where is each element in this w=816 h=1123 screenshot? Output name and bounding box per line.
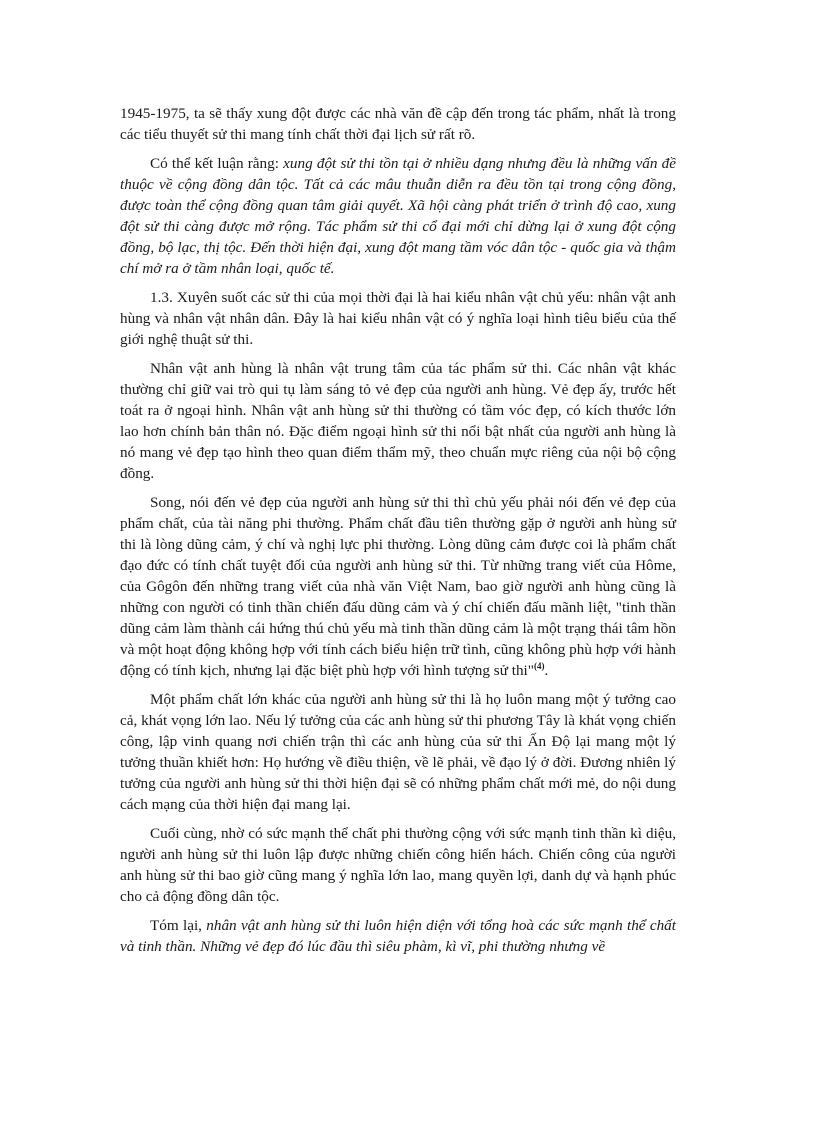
paragraph-8-summary: nhân vật anh hùng sử thi luôn hiện diện với tổng hoà các sức mạnh thể chất và tinh thần. Những vẻ đẹp đó lúc đầu thì siêu phàm, kì vĩ, phi thường nhưng về xyxy=(120,917,676,955)
paragraph-5-text: Song, nói đến vẻ đẹp của người anh hùng sử thi thì chủ yếu phải nói đến vẻ đẹp của phẩm chất, của tài năng phi thường. Phẩm chất đầu tiên thường gặp ở người anh hùng sử thi là lòng dũng cảm, ý chí và nghị lực phi thường. Lòng dũng cảm được coi là phẩm chất đạo đức có tính chất tuyệt đối của người anh hùng sử thi. Từ những trang viết của Hôme, của Gôgôn đến những trang viết của nhà văn Việt Nam, bao giờ người anh hùng cũng là những con người có tinh thần chiến đấu dũng cảm và ý chí chiến đấu mãnh liệt, "tinh thần dũng cảm làm thành cái hứng thú chủ yếu mà tinh thần dũng cảm là một trạng thái tâm hồn và một hoạt động không hợp với tính cách biểu hiện trữ tình, cũng không phù hợp với hành động có tính kịch, nhưng lại đặc biệt phù hợp với hình tượng sử thi" xyxy=(120,494,676,679)
paragraph-5-end: . xyxy=(544,662,549,679)
paragraph-8-lead: Tóm lại, xyxy=(150,917,207,934)
paragraph-section-1-3: 1.3. Xuyên suốt các sử thi của mọi thời đại là hai kiểu nhân vật chủ yếu: nhân vật anh hùng và nhân vật nhân dân. Đây là hai kiểu nhân vật có ý nghĩa loại hình tiêu biểu của thế giới nghệ thuật sử thi. xyxy=(120,289,676,348)
paragraph-7: Cuối cùng, nhờ có sức mạnh thể chất phi thường cộng với sức mạnh tinh thần kì diệu, người anh hùng sử thi luôn lập được những chiến công hiển hách. Chiến công của người anh hùng sử thi bao giờ cũng mang ý nghĩa lớn lao, mang quyền lợi, danh dự và hạnh phúc cho cả động đồng dân tộc. xyxy=(120,825,676,905)
paragraph-2-lead: Có thể kết luận rằng: xyxy=(150,155,284,172)
document-body xyxy=(120,103,676,965)
paragraph-2-conclusion: xung đột sử thi tồn tại ở nhiều dạng nhưng đều là những vấn đề thuộc về cộng đồng dân tộc. Tất cả các mâu thuẫn diễn ra đều tồn tại trong cộng đồng, được toàn thể cộng đồng quan tâm giải quyết. Xã hội càng phát triển ở trình độ cao, xung đột sử thi càng được mở rộng. Tác phẩm sử thi cổ đại mới chỉ dừng lại ở xung đột cộng đồng, bộ lạc, thị tộc. Đến thời hiện đại, xung đột mang tầm vóc dân tộc - quốc gia và thậm chí mở ra ở tầm nhân loại, quốc tế. xyxy=(120,155,677,277)
paragraph-1: 1945-1975, ta sẽ thấy xung đột được các nhà văn đề cập đến trong tác phẩm, nhất là trong các tiểu thuyết sử thi mang tính chất thời đại lịch sử rất rõ. xyxy=(120,105,676,143)
paragraph-5 xyxy=(120,492,676,681)
paragraph-8 xyxy=(120,915,676,957)
paragraph-2 xyxy=(120,153,676,279)
paragraph-6: Một phẩm chất lớn khác của người anh hùng sử thi là họ luôn mang một ý tưởng cao cả, khát vọng lớn lao. Nếu lý tưởng của các anh hùng sử thi phương Tây là khát vọng chiến công, lập vinh quang nơi chiến trận thì các anh hùng của sử thi Ấn Độ lại mang một lý tưởng thuần khiết hơn: Họ hướng về điều thiện, về lẽ phải, về đạo lý ở đời. Đương nhiên lý tưởng của người anh hùng sử thi thời hiện đại sẽ có những phẩm chất mới mẻ, do nội dung cách mạng của thời hiện đại mang lại. xyxy=(120,691,676,813)
paragraph-4: Nhân vật anh hùng là nhân vật trung tâm của tác phẩm sử thi. Các nhân vật khác thường chỉ giữ vai trò qui tụ làm sáng tỏ vẻ đẹp của người anh hùng. Vẻ đẹp ấy, trước hết toát ra ở ngoại hình. Nhân vật anh hùng sử thi thường có tầm vóc đẹp, có kích thước lớn lao hơn chính bản thân nó. Đặc điểm ngoại hình sử thi nổi bật nhất của người anh hùng là nó mang vẻ đẹp tạo hình theo quan điểm thẩm mỹ, theo chuẩn mực riêng của nội bộ cộng đồng. xyxy=(120,360,676,482)
footnote-ref: (4) xyxy=(533,660,545,671)
